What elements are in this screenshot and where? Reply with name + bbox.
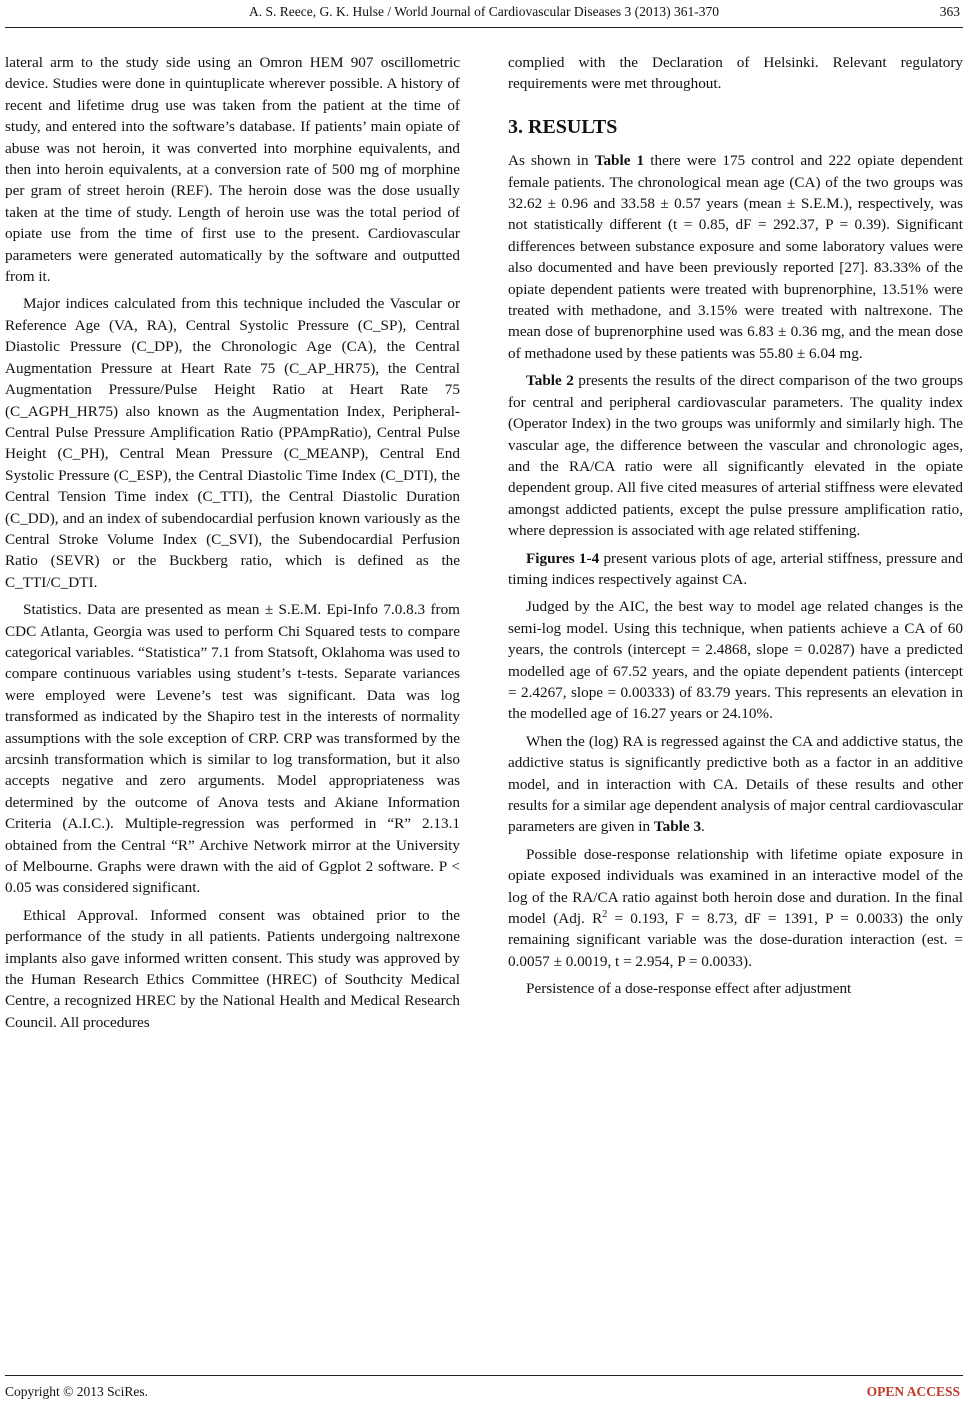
- table1-ref: Table 1: [594, 152, 645, 170]
- copyright-notice: Copyright © 2013 SciRes.: [5, 1384, 149, 1399]
- paragraph-results-table2: [508, 370, 963, 541]
- table3-ref: Table 3: [653, 818, 702, 836]
- section-heading-results: 3. RESULTS: [508, 115, 618, 138]
- paragraph-ethical-approval: Ethical Approval. Informed consent was obtained prior to the performance of the study in all patients. Patients undergoing naltrexone implants also gave informed written consent. This study was approved by the Human Research Ethics Committee (HREC) of Southcity Medical Centre, a recognized HREC by the National Health and Medical Research Council. All procedures: [5, 906, 460, 1031]
- paragraph-results-dose-response: [508, 844, 963, 972]
- table2-ref: Table 2: [526, 372, 574, 390]
- paragraph-results-table1: [508, 150, 963, 364]
- paragraph-statistics: Statistics. Data are presented as mean ± S.E.M. Epi-Info 7.0.8.3 from CDC Atlanta, Georgia was used to perform Chi Squared tests to compare categorical variables. “Statistica” 7.1 from Statsoft, Oklahoma was used to compare continuous variables using student’s t-tests. Separate variances were employed were Levene’s test was significant. Data was log transformed as indicated by the Shapiro test in the interests of normality assumptions with the sole exception of CRP. CRP was transformed by the arcsinh transformation which is similar to log transformation, but it also accepts negative and zero arguments. Model appropriateness was determined by the outcome of Anova tests and Akiane Information Criteria (A.I.C.). Multiple-regression was performed in “R” 2.13.1 obtained from the Central “R” Archive Network mirror at the University of Melbourne. Graphs were drawn with the aid of Ggplot 2 software. P < 0.05 was considered significant.: [5, 601, 460, 897]
- text-run: -: [586, 549, 592, 567]
- text-run: Possible dose-response relationship with lifetime opiate exposure in opiate exposed individuals was examined in an interactive model of the log of the RA/CA ratio against both heroin dose and duration. In the final model (Adj. R: [508, 845, 963, 928]
- paragraph-helsinki: complied with the Declaration of Helsinki. Relevant regulatory requirements were met throughout.: [508, 54, 963, 93]
- open-access-label: OPEN ACCESS: [866, 1384, 960, 1399]
- text-run: presents the results of the direct comparison of the two groups for central and peripheral cardiovascular parameters. The quality index (Operator Index) in the two groups was uniformly and similarly high. The vascular age, the difference between the vascular and chronologic ages, and the RA/CA ratio were all significantly elevated in the opiate dependent group. All five cited measures of arterial stiffness were elevated amongst addicted patients, except the pulse pressure amplification ratio, where depression is associated with age related stiffening.: [508, 372, 963, 540]
- text-run: = 0.193, F = 8.73, dF = 1391, P = 0.0033) the only remaining significant variable was the dose-duration interaction (est. = 0.0057 ± 0.0019, t = 2.954, P = 0.0033).: [508, 910, 963, 970]
- paragraph-results-aic: Judged by the AIC, the best way to model age related changes is the semi-log model. Using this technique, when patients achieve a CA of 60 years, the controls (intercept = 2.4868, slope = 0.0287) have a predicted modelled age of 67.52 years, and the opiate dependent patients (intercept = 2.4267, slope = 0.00333) of 83.79 years. This represents an elevation in the modelled age of 16.27 years or 24.10%.: [508, 598, 963, 723]
- text-run: present various plots of age, arterial stiffness, pressure and timing indices respectively against CA.: [508, 549, 963, 588]
- page-number: 363: [939, 4, 960, 19]
- paragraph-major-indices: Major indices calculated from this technique included the Vascular or Reference Age (VA, RA), Central Systolic Pressure (C_SP), Central Diastolic Pressure (C_DP), the Chronologic Age (CA), the Central Augmentation Pressure at Heart Rate 75 (C_AP_HR75), the Central Augmentation Pressure/Pulse Height Ratio at Heart Rate 75 (C_AGPH_HR75) also known as the Augmentation Index, Peripheral-Central Pulse Pressure Amplification Ratio (PPAmpRatio), Central Pulse Height (C_PH), Central Mean Pressure (C_MEANP), Central End Systolic Pressure (C_ESP), the Central Diastolic Time Index (C_DTI), the Central Tension Time index (C_TTI), the Central Diastolic Duration (C_DD), and an index of subendocardial perfusion known variously as the Central Stroke Volume Index (C_SVI), the Subendocardial Perfusion Ratio (SEVR) or the Buckberg ratio, which is defined as the C_TTI/C_DTI.: [5, 295, 460, 591]
- paragraph-results-persistence: Persistence of a dose-response effect after adjustment: [526, 980, 852, 998]
- superscript: 2: [602, 908, 608, 920]
- text-run: there were 175 control and 222 opiate dependent female patients. The chronological mean age (CA) of the two groups was 32.62 ± 0.96 and 33.58 ± 0.57 years (mean ± S.E.M.), respectively, was not statistically different (t = 0.85, dF = 292.37, P = 0.39). Significant differences between substance exposure and some laboratory values were also documented and have been previously reported [27]. 83.33% of the opiate dependent patients were treated with buprenorphine, 13.51% were treated with methadone, and 3.15% were treated with naltrexone. The mean dose of buprenorphine used was 6.83 ± 0.36 mg, and the mean dose of methadone used by these patients was 55.80 ± 6.04 mg.: [508, 152, 963, 362]
- right-column: [508, 52, 963, 1006]
- paragraph-results-figures: [508, 548, 963, 591]
- figure4-ref: 4: [591, 549, 600, 567]
- text-run: .: [701, 818, 705, 836]
- footer-rule: [5, 1375, 963, 1376]
- text-run: As shown in: [508, 152, 595, 170]
- left-column: [5, 52, 460, 1039]
- paragraph-results-regression: [508, 731, 963, 838]
- text-run: When the (log) RA is regressed against the CA and addictive status, the addictive status is significantly predictive both as a factor in an additive model, and in interaction with CA. Details of these results and other results for a similar age dependent analysis of major central cardiovascular parameters are given in: [508, 732, 963, 836]
- header-rule: [5, 27, 963, 28]
- figure1-ref: Figures 1: [526, 549, 587, 567]
- running-head: A. S. Reece, G. K. Hulse / World Journal of Cardiovascular Diseases 3 (2013) 361-370: [249, 4, 719, 19]
- paragraph-methods-continued: lateral arm to the study side using an Omron HEM 907 oscillometric device. Studies were done in quintuplicate wherever possible. A history of recent and lifetime drug use was taken from the patient at the time of study, and entered into the software’s database. If patients’ main opiate of abuse was not heroin, it was converted into morphine equivalents, and then into heroin equivalents, at a conversion rate of 500 mg of morphine per gram of street heroin (REF). The heroin dose was the dose usually taken at the time of study. Length of heroin use was the total period of opiate use from the time of first use to the present. Cardiovascular parameters were generated automatically by the software and outputted from it.: [5, 54, 460, 286]
